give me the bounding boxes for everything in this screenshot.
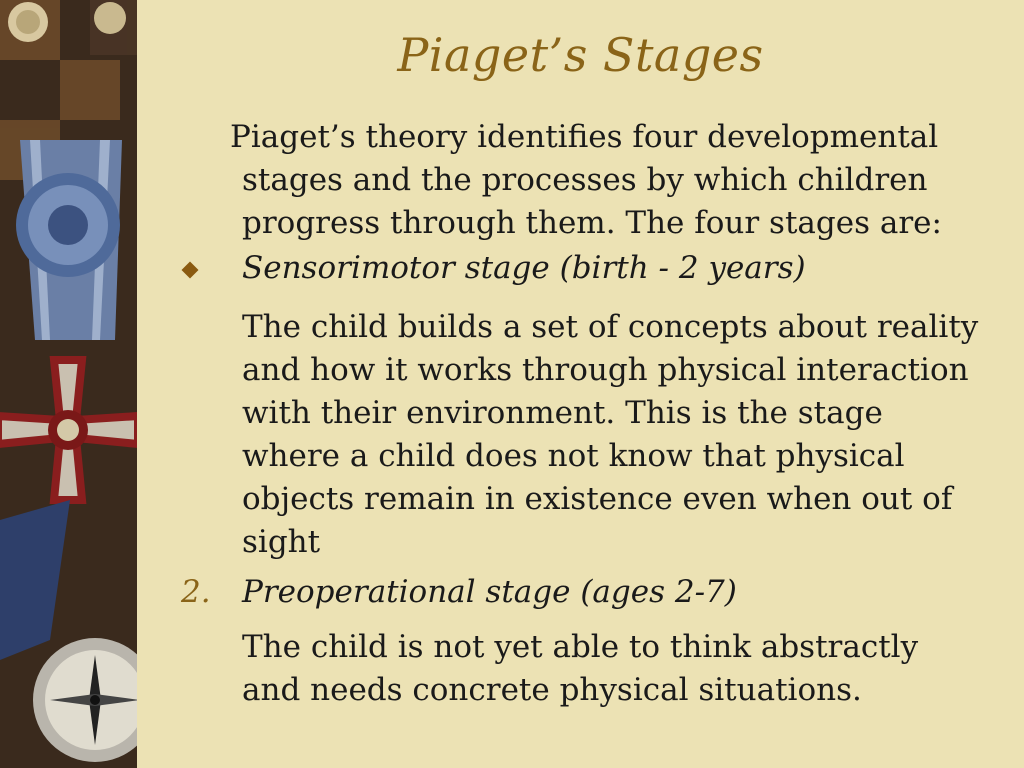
stage-heading-preoperational: Preoperational stage (ages 2-7) — [242, 574, 737, 610]
stage-heading-sensorimotor: Sensorimotor stage (birth - 2 years) — [242, 250, 806, 286]
intro-line: stages and the processes by which children — [242, 162, 928, 198]
list-number-marker: 2. — [181, 574, 211, 610]
stage-description-sensorimotor — [242, 306, 1017, 564]
description-line: and how it works through physical interaction — [242, 352, 969, 388]
description-line: objects remain in existence even when out of — [242, 481, 953, 517]
stage-description-preoperational — [242, 626, 1017, 712]
medal-illustration — [0, 0, 137, 768]
description-line: where a child does not know that physical — [242, 438, 905, 474]
slide-content — [137, 0, 1024, 768]
intro-line: progress through them. The four stages are: — [242, 205, 942, 241]
diamond-bullet-icon — [182, 262, 199, 279]
slide-title: Piaget’s Stages — [397, 28, 764, 82]
decorative-medal-image — [0, 0, 137, 768]
description-line: and needs concrete physical situations. — [242, 672, 862, 708]
description-line: The child builds a set of concepts about reality — [242, 309, 979, 345]
description-line: sight — [242, 524, 321, 560]
description-line: with their environment. This is the stage — [242, 395, 883, 431]
description-line: The child is not yet able to think abstractly — [242, 629, 919, 665]
intro-line: Piaget’s theory identifies four developmental — [230, 119, 939, 155]
intro-paragraph — [230, 116, 1020, 245]
